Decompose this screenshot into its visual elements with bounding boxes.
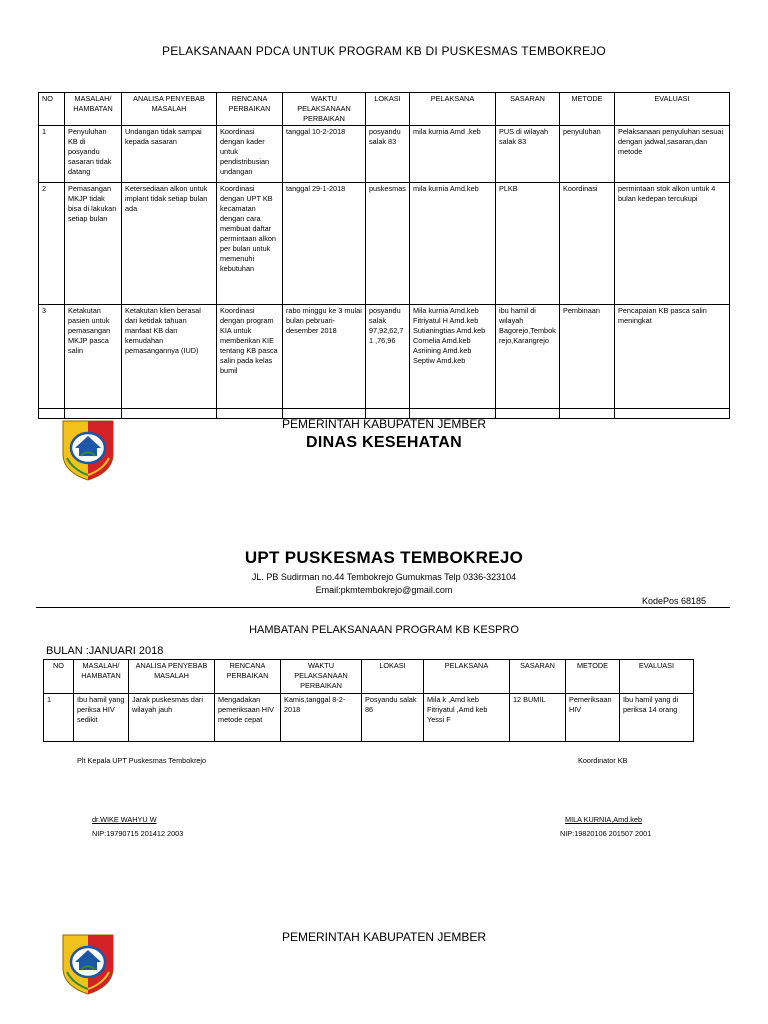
kodepos-text: KodePos 68185 [641, 596, 706, 606]
cell: puskesmas [366, 183, 410, 305]
cell: Koordinasi [560, 183, 615, 305]
header-cell: MASALAH/ HAMBATAN [74, 660, 129, 694]
cell: Koordinasi dengan program KIA untuk memberikan KIE tentang KB pasca salin pada kelas bumil [217, 305, 283, 409]
hambatan-table [43, 659, 694, 742]
address-text: JL. PB Sudirman no.44 Tembokrejo Gumukmas Telp 0336-323104 [251, 572, 517, 582]
right-signer-name: MILA KURNIA,Amd.keb [565, 815, 643, 824]
cell: Pemasangan MKJP tidak bisa di lakukan setiap bulan [65, 183, 122, 305]
table-row [39, 183, 730, 305]
cell: Ketakutan klien berasal dari ketidak tahuan manfaat KB dan kemudahan pemasangannya (IUD) [122, 305, 217, 409]
cell: Koordinasi dengan UPT KB kecamatan dengan cara membuat daftar permintaan alkon per bulan untuk memenuhi kebutuhan [217, 183, 283, 305]
table-row [44, 694, 694, 742]
header-cell: RENCANA PERBAIKAN [217, 93, 283, 126]
cell: Mila k ,Amd keb Fitriyatul ,Amd keb Yessi F [424, 694, 510, 742]
cell: Penyuluhan KB di posyandu sasaran tidak datang [65, 126, 122, 183]
cell: Ibu hamil yang di periksa 14 orang [620, 694, 694, 742]
cell: Ibu hamil yang periksa HIV sedikit [74, 694, 129, 742]
right-signer-nip: NIP:19820106 201507 2001 [560, 829, 652, 838]
cell: PUS di wilayah salak 83 [496, 126, 560, 183]
table-row [39, 126, 730, 183]
cell: permintaan stok alkon untuk 4 bulan kedepan tercukupi [615, 183, 730, 305]
cell: Ketakutan pasien untuk pemasangan MKJP pasca salin [65, 305, 122, 409]
cell: posyandu salak 83 [366, 126, 410, 183]
header-cell: RENCANA PERBAIKAN [215, 660, 281, 694]
header-cell: WAKTU PELAKSANAAN PERBAIKAN [281, 660, 362, 694]
cell: rabo minggu ke 3 mulai bulan pebruari- desember 2018 [283, 305, 366, 409]
cell: 3 [39, 305, 65, 409]
pdca-table [38, 92, 730, 419]
cell: 2 [39, 183, 65, 305]
cell: Pembinaan [560, 305, 615, 409]
header-cell: LOKASI [362, 660, 424, 694]
cell: Mila kurnia Amd.keb Fitriyatul H Amd.keb Sutianingtias Amd.keb Cornelia Amd.keb Asriining Amd.keb Septiw Amd.keb [410, 305, 496, 409]
gov-heading: PEMERINTAH KABUPATEN JEMBER [281, 417, 487, 431]
cell: ibu hamil di wilayah Bagorejo,Tembokrejo,Karangrejo [496, 305, 560, 409]
cell: Ketersediaan alkon untuk implant tidak setiap bulan ada [122, 183, 217, 305]
cell: Mengadakan pemeriksaan HIV metode cepat [215, 694, 281, 742]
cell: posyandu salak 97,92,62,71 ,76,96 [366, 305, 410, 409]
cell: Pelaksanaan penyuluhan sesuai dengan jadwal,sasaran,dan metode [615, 126, 730, 183]
cell: Jarak puskesmas dari wilayah jauh [129, 694, 215, 742]
right-signer-role: Koordinator KB [578, 756, 628, 765]
header-cell: WAKTU PELAKSANAAN PERBAIKAN [283, 93, 366, 126]
header-cell: MASALAH/ HAMBATAN [65, 93, 122, 126]
cell: tanggal 29-1-2018 [283, 183, 366, 305]
upt-heading: UPT PUSKESMAS TEMBOKREJO [244, 548, 524, 567]
section-title: HAMBATAN PELAKSANAAN PROGRAM KB KESPRO [249, 624, 519, 636]
header-cell: ANALISA PENYEBAB MASALAH [129, 660, 215, 694]
cell: Posyandu salak 86 [362, 694, 424, 742]
cell: PLKB [496, 183, 560, 305]
cell: tanggal 10-2-2018 [283, 126, 366, 183]
header-cell: SASARAN [510, 660, 566, 694]
divider [36, 607, 730, 608]
cell: 12 BUMIL [510, 694, 566, 742]
left-signer-nip: NIP:19790715 201412 2003 [92, 829, 184, 838]
cell: Undangan tidak sampai kepada sasaran [122, 126, 217, 183]
cell: mila kurnia Amd .keb [410, 126, 496, 183]
cell: mila kurnia Amd.keb [410, 183, 496, 305]
header-cell: NO [39, 93, 65, 126]
header-cell: PELAKSANA [410, 93, 496, 126]
cell: Koordinasi dengan kader untuk pendistribusian undangan [217, 126, 283, 183]
header-cell: SASARAN [496, 93, 560, 126]
email-text: Email:pkmtembokrejo@gmail.com [315, 585, 453, 595]
table-header-row [39, 93, 730, 126]
header-cell: EVALUASI [615, 93, 730, 126]
left-signer-role: Plt Kepala UPT Puskesmas Tembokrejo [77, 756, 207, 765]
table-row [39, 305, 730, 409]
cell: Kamis,tanggal 8-2-2018 [281, 694, 362, 742]
cell: Pemeriksaan HIV [566, 694, 620, 742]
left-signer-name: dr.WIKE WAHYU W [92, 815, 157, 824]
header-cell: ANALISA PENYEBAB MASALAH [122, 93, 217, 126]
header-cell: LOKASI [366, 93, 410, 126]
cell: Pencapaian KB pasca salin meningkat [615, 305, 730, 409]
cell: 1 [39, 126, 65, 183]
header-cell: METODE [560, 93, 615, 126]
header-cell: EVALUASI [620, 660, 694, 694]
header-cell: NO [44, 660, 74, 694]
gov-heading: PEMERINTAH KABUPATEN JEMBER [281, 930, 487, 944]
cell: penyuluhan [560, 126, 615, 183]
header-cell: METODE [566, 660, 620, 694]
table-header-row [44, 660, 694, 694]
cell: 1 [44, 694, 74, 742]
dinas-heading: DINAS KESEHATAN [306, 434, 462, 451]
month-label: BULAN :JANUARI 2018 [46, 645, 164, 657]
page-title: PELAKSANAAN PDCA UNTUK PROGRAM KB DI PUSKESMAS TEMBOKREJO [162, 44, 606, 58]
header-cell: PELAKSANA [424, 660, 510, 694]
